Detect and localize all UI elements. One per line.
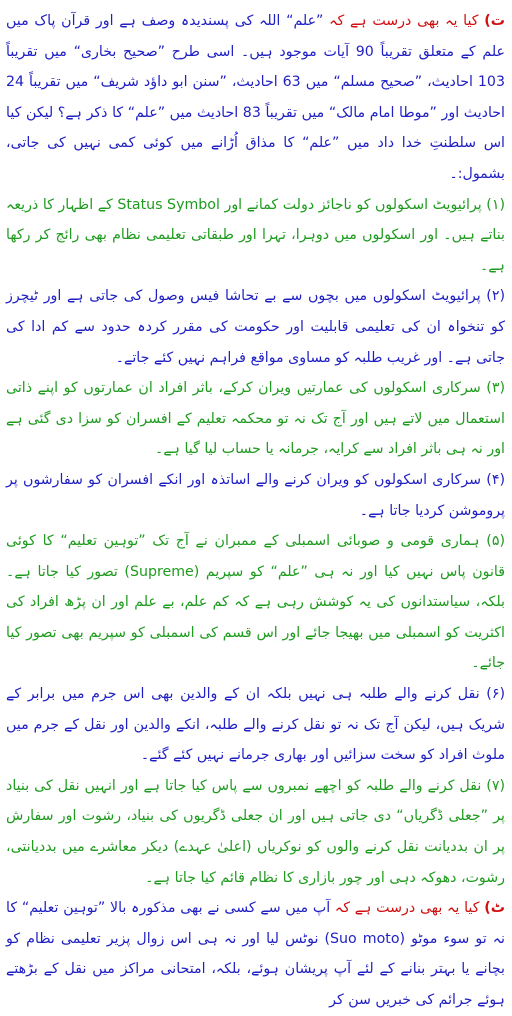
question-paragraph-tta	[6, 893, 505, 1015]
list-item-5: (۵) ہماری قومی و صوبائی اسمبلی کے ممبران نے آج تک ”توہین تعلیم“ کا کوئی قانون پاس نہیں کیا اور نہ ہی ”علم“ کو سپریم (Supreme) تصور کیا جاتا ہے۔ بلکہ، سیاستدانوں کی یہ کوشش رہی ہے کہ کم علم، بے علم اور ان پڑھ افراد کی اکثریت کو اسمبلی میں بھیجا جائے اور اس قسم کی اسمبلی کو سپریم بھی تصور کیا جائے۔	[6, 533, 506, 672]
list-item-6: (۶) نقل کرنے والے طلبہ ہی نہیں بلکہ ان کے والدین بھی اس جرم میں برابر کے شریک ہیں، لیکن آج تک نہ تو نقل کرنے والے طلبہ، انکے والدین اور نقل کے جرم میں ملوث افراد کو سخت سزائیں اور بھاری جرمانے نہیں کئے گئے۔	[6, 686, 505, 764]
list-item-1: (۱) پرائیویٹ اسکولوں کو ناجائز دولت کمانے اور Status Symbol کے اظہار کا ذریعہ بناتے ہیں۔ اور اسکولوں میں دوہرا، تہرا اور طبقاتی تعلیمی نظام بھی رائج کر رکھا ہے۔	[6, 196, 506, 274]
question-paragraph-ta	[6, 6, 505, 190]
question-lead: کیا یہ بھی درست ہے کہ	[330, 900, 485, 917]
list-item-3: (۳) سرکاری اسکولوں کی عمارتیں ویران کرکے، باثر افراد ان عمارتوں کو اپنے ذاتی استعمال میں لاتے ہیں اور آج تک نہ تو محکمہ تعلیم کے افسران کو سزا دی گئی ہے اور نہ ہی باثر افراد سے کرایہ، جرمانہ یا حساب لیا گیا ہے۔	[6, 380, 505, 458]
question-lead: کیا یہ بھی درست ہے کہ	[323, 13, 485, 29]
question-body: آپ میں سے کسی نے بھی مذکورہ بالا ”توہین تعلیم“ کا نہ تو سوء موٹو (Suo moto) نوٹس لیا اور نہ ہی اس زوال پزیر تعلیمی نظام کو بچانے یا بہتر بنانے کے لئے آپ پریشان ہوئے، بلکہ، امتحانی مراکز میں نقل کے بڑھتے ہوئے جرائم کی خبریں سن کر	[6, 900, 505, 1008]
question-marker: ت)	[484, 13, 506, 29]
question-marker: ٹ)	[484, 900, 505, 917]
list-item-7: (۷) نقل کرنے والے طلبہ کو اچھے نمبروں سے پاس کیا جاتا ہے اور انہیں نقل کی بنیاد پر ”جعلی ڈگریاں“ دی جاتی ہیں اور ان جعلی ڈگریوں کی بنیاد، رشوت اور سفارش پر ان بددیانت نقل کرنے والوں کو نوکریاں (اعلیٰ عہدے) دیکر معاشرے میں بددیانتی، رشوت، دھوکہ دہی اور چور بازاری کا نظام قائم کیا جاتا ہے۔	[6, 777, 505, 886]
list-item-4: (۴) سرکاری اسکولوں کو ویران کرنے والے اساتذہ اور انکے افسران کو سفارشوں پر پروموشن کردیا جاتا ہے۔	[6, 471, 505, 519]
list-item-2: (۲) پرائیویٹ اسکولوں میں بچوں سے بے تحاشا فیس وصول کی جاتی ہے اور ٹیچرز کو تنخواہ ان کی تعلیمی قابلیت اور حکومت کی مقرر کردہ حدود سے کم ادا کی جاتی ہے۔ اور غریب طلبہ کو مساوی مواقع فراہم نہیں کئے جاتے۔	[6, 288, 505, 366]
question-body: ”علم“ اللہ کی پسندیدہ وصف ہے اور قرآن پاک میں علم کے متعلق تقریباً 90 آیات موجود ہیں۔ اسی طرح ”صحیح بخاری“ میں تقریباً 103 احادیث، ”صحیح مسلم“ میں 63 احادیث، ”سنن ابو داؤد شریف“ میں تقریباً 24 احادیث اور ”موطا امام مالک“ میں تقریباً 83 احادیث میں ”علم“ کا ذکر ہے؟ لیکن کیا اس سلطنتِ خدا داد میں ”علم“ کا مذاق اُڑانے میں کوئی کمی نہیں کی جاتی، بشمول:۔	[6, 13, 505, 182]
